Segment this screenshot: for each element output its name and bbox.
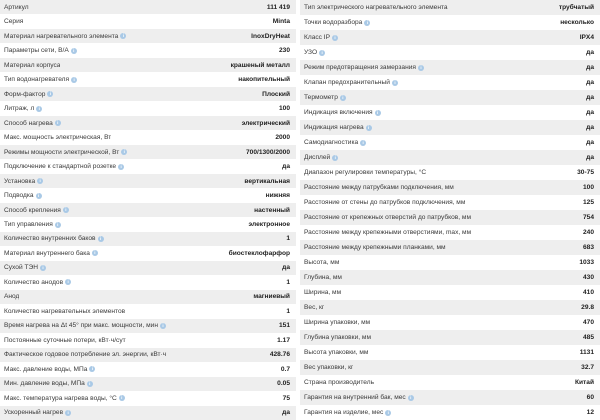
spec-value: 1.17 — [277, 336, 290, 344]
info-icon[interactable]: i — [36, 193, 42, 199]
info-icon[interactable]: i — [392, 80, 398, 86]
spec-value: 230 — [278, 47, 290, 55]
spec-label-text: Постоянные суточные потери, кВт·ч/сут — [4, 336, 126, 344]
spec-row — [0, 101, 296, 115]
spec-row — [300, 180, 600, 195]
spec-value: 1131 — [579, 349, 594, 356]
spec-label-text: Вес, кг — [304, 304, 325, 311]
spec-label — [4, 4, 29, 11]
spec-value: да — [586, 124, 594, 131]
spec-label-text: Страна производитель — [304, 379, 375, 386]
spec-value: вертикальная — [244, 177, 290, 185]
spec-label-text: Подключение к стандартной розетке — [4, 163, 117, 171]
spec-row — [0, 130, 296, 144]
spec-label — [304, 139, 366, 146]
spec-row — [0, 333, 296, 347]
spec-label — [304, 79, 398, 86]
spec-row — [0, 14, 296, 28]
spec-row — [300, 360, 600, 375]
spec-row — [0, 203, 296, 217]
spec-row — [0, 362, 296, 376]
info-icon[interactable]: i — [121, 149, 127, 155]
spec-value: Minta — [272, 18, 290, 26]
spec-row — [300, 210, 600, 225]
info-icon[interactable]: i — [89, 366, 95, 372]
info-icon[interactable]: i — [319, 50, 325, 56]
spec-label-text: Макс. температура нагрева воды, °C — [4, 394, 117, 402]
spec-value: электронное — [248, 221, 290, 228]
spec-label-text: Параметры сети, В/А — [4, 47, 69, 55]
info-icon[interactable]: i — [340, 95, 346, 101]
spec-label — [4, 91, 53, 98]
spec-value: 75 — [282, 394, 290, 402]
spec-label-text: Ширина, мм — [304, 289, 342, 296]
info-icon[interactable]: i — [36, 106, 42, 112]
spec-row — [300, 45, 600, 60]
spec-value: да — [586, 109, 594, 116]
spec-label — [4, 250, 98, 257]
spec-label-text: Дисплей — [304, 154, 331, 161]
spec-label-text: Расстояние между патрубками подключения, мм — [304, 184, 454, 191]
spec-label — [4, 337, 126, 344]
info-icon[interactable]: i — [120, 33, 126, 39]
spec-label — [4, 18, 23, 25]
spec-value: IPX4 — [579, 34, 594, 41]
spec-label-text: Глубина, мм — [304, 274, 342, 281]
spec-label — [304, 259, 339, 266]
spec-label-text: Вес упаковки, кг — [304, 364, 354, 371]
spec-label — [4, 395, 125, 402]
spec-row — [300, 165, 600, 180]
spec-value: 430 — [582, 274, 594, 281]
spec-label — [304, 214, 471, 221]
spec-value: 111 419 — [266, 3, 290, 11]
spec-value: 1 — [286, 278, 290, 286]
spec-row — [0, 406, 296, 420]
spec-row — [300, 270, 600, 285]
spec-row — [0, 0, 296, 14]
spec-row — [0, 304, 296, 318]
spec-label — [304, 304, 324, 311]
spec-row — [300, 330, 600, 345]
spec-row — [300, 405, 600, 420]
spec-value: Китай — [574, 379, 594, 386]
spec-row — [300, 345, 600, 360]
spec-row — [300, 390, 600, 405]
spec-value: 32.7 — [581, 364, 594, 371]
spec-label — [4, 264, 46, 271]
spec-value: да — [282, 264, 290, 272]
spec-label — [4, 293, 19, 300]
spec-label-text: Индикация включения — [304, 109, 373, 116]
spec-label-text: Установка — [4, 177, 36, 185]
spec-label — [304, 244, 446, 251]
spec-row — [300, 195, 600, 210]
spec-label-text: Тип управления — [4, 221, 53, 228]
spec-row — [300, 75, 600, 90]
spec-label-text: Режимы мощности электрической, Вт — [4, 148, 120, 156]
spec-label-text: Подводка — [4, 192, 34, 200]
spec-label-text: Материал корпуса — [4, 61, 61, 69]
spec-value: 1 — [286, 235, 290, 243]
spec-value: да — [586, 139, 594, 146]
spec-value: да — [586, 154, 594, 161]
spec-label-text: Расстояние между крепежными отверстиями, max, мм — [304, 229, 472, 236]
info-icon[interactable]: i — [364, 20, 370, 26]
spec-value: 700/1300/2000 — [245, 148, 290, 156]
spec-value: настенный — [254, 206, 290, 214]
info-icon[interactable]: i — [118, 164, 124, 170]
spec-label-text: Диапазон регулировки температуры, °C — [304, 169, 427, 176]
spec-label-text: Гарантия на внутренний бак, мес — [304, 394, 406, 401]
spec-value: 683 — [582, 244, 594, 251]
spec-row — [0, 43, 296, 57]
spec-row — [0, 217, 296, 231]
spec-label — [304, 4, 448, 11]
spec-value: да — [282, 163, 290, 171]
spec-row — [300, 150, 600, 165]
spec-label-text: Индикация нагрева — [304, 124, 364, 131]
spec-label-text: Мин. давление воды, МПа — [4, 380, 85, 388]
spec-row — [300, 240, 600, 255]
spec-row — [0, 261, 296, 275]
spec-label — [304, 124, 372, 131]
spec-label-text: Точки водоразбора — [304, 19, 363, 26]
spec-label-text: УЗО — [304, 49, 318, 56]
spec-value: 428.76 — [269, 351, 290, 359]
spec-label — [304, 394, 414, 401]
spec-label-text: Тип электрического нагревательного элемента — [304, 4, 448, 11]
spec-value: трубчатый — [558, 4, 594, 11]
spec-label-text: Способ крепления — [4, 206, 61, 214]
info-icon[interactable]: i — [375, 110, 381, 116]
spec-label-text: Способ нагрева — [4, 119, 53, 127]
spec-label-text: Время нагрева на Δt 45° при макс. мощности, мин — [4, 322, 158, 330]
info-icon[interactable]: i — [65, 279, 71, 285]
spec-label — [4, 235, 104, 242]
spec-label-text: Самодиагностика — [304, 139, 359, 146]
spec-row — [300, 375, 600, 390]
spec-label-text: Количество нагревательных элементов — [4, 307, 126, 315]
spec-label-text: Ширина упаковки, мм — [304, 319, 371, 326]
spec-row — [300, 105, 600, 120]
spec-row — [0, 377, 296, 391]
info-icon[interactable]: i — [332, 155, 338, 161]
spec-label — [304, 319, 370, 326]
spec-row — [0, 159, 296, 173]
spec-label — [4, 221, 61, 228]
info-icon[interactable]: i — [366, 125, 372, 131]
spec-value: электрический — [241, 119, 290, 127]
spec-label — [304, 49, 325, 56]
spec-row — [300, 15, 600, 30]
spec-row — [0, 116, 296, 130]
spec-label-text: Анод — [4, 293, 20, 301]
info-icon[interactable]: i — [360, 140, 366, 146]
spec-label — [4, 322, 166, 329]
spec-row — [0, 319, 296, 333]
spec-row — [300, 30, 600, 45]
spec-label — [304, 94, 346, 101]
spec-label — [4, 409, 71, 416]
spec-label-text: Материал внутреннего бака — [4, 249, 90, 257]
spec-value: да — [586, 94, 594, 101]
spec-value: Плоский — [262, 90, 290, 98]
spec-label-text: Высота упаковки, мм — [304, 349, 369, 356]
spec-label — [304, 289, 341, 296]
info-icon[interactable]: i — [160, 323, 166, 329]
spec-row — [0, 58, 296, 72]
spec-label — [304, 274, 342, 281]
spec-label — [4, 149, 127, 156]
spec-label-text: Сухой ТЭН — [4, 264, 38, 272]
info-icon[interactable]: i — [385, 410, 391, 416]
spec-row — [0, 246, 296, 260]
spec-value: несколько — [560, 19, 594, 26]
spec-value: магниевый — [253, 293, 290, 301]
info-icon[interactable]: i — [408, 395, 414, 401]
spec-value: биостеклофарфор — [228, 249, 290, 257]
spec-label-text: Клапан предохранительный — [304, 79, 390, 86]
spec-label — [304, 364, 353, 371]
spec-label-text: Материал нагревательного элемента — [4, 32, 119, 40]
spec-value: 240 — [582, 229, 594, 236]
spec-row — [300, 315, 600, 330]
spec-label-text: Расстояние от крепежных отверстий до патрубков, мм — [304, 214, 472, 221]
spec-label — [4, 178, 43, 185]
spec-value: да — [586, 79, 594, 86]
info-icon[interactable]: i — [40, 265, 46, 271]
spec-row — [300, 225, 600, 240]
info-icon[interactable]: i — [71, 48, 77, 54]
spec-label — [304, 334, 371, 341]
spec-value: 151 — [278, 322, 290, 330]
spec-label-text: Макс. давление воды, МПа — [4, 365, 88, 373]
spec-value: 100 — [278, 105, 290, 113]
spec-label — [4, 279, 71, 286]
spec-value: 60 — [586, 394, 594, 401]
spec-label-text: Класс IP — [304, 34, 331, 41]
info-icon[interactable]: i — [332, 35, 338, 41]
spec-value: 0.7 — [280, 365, 290, 373]
spec-label — [4, 192, 42, 199]
spec-label-text: Ускоренный нагрев — [4, 409, 64, 417]
info-icon[interactable]: i — [418, 65, 424, 71]
spec-label — [304, 169, 426, 176]
spec-label — [4, 105, 42, 112]
spec-value: 30-75 — [577, 169, 594, 176]
spec-label-text: Режим предотвращения замерзания — [304, 64, 416, 71]
info-icon[interactable]: i — [71, 77, 77, 83]
spec-label-text: Глубина упаковки, мм — [304, 334, 371, 341]
spec-label-text: Серия — [4, 18, 24, 26]
spec-value: 485 — [582, 334, 594, 341]
spec-row — [0, 232, 296, 246]
spec-label-text: Макс. мощность электрическая, Вт — [4, 134, 112, 142]
spec-label-text: Расстояние от стены до патрубков подключения, мм — [304, 199, 466, 206]
spec-value: да — [586, 64, 594, 71]
spec-label — [304, 184, 454, 191]
spec-label — [304, 199, 465, 206]
spec-value: 2000 — [275, 134, 290, 142]
spec-label — [304, 409, 391, 416]
spec-value: 0.05 — [277, 380, 290, 388]
spec-row — [0, 72, 296, 86]
spec-row — [300, 90, 600, 105]
info-icon[interactable]: i — [55, 120, 61, 126]
spec-value: InoxDryHeat — [251, 32, 290, 40]
spec-label — [304, 34, 338, 41]
spec-row — [300, 60, 600, 75]
spec-value: да — [586, 49, 594, 56]
spec-value: да — [282, 409, 290, 417]
spec-row — [0, 391, 296, 405]
info-icon[interactable]: i — [65, 410, 71, 416]
specs-column-left — [0, 0, 296, 420]
spec-label — [4, 308, 125, 315]
spec-label-text: Артикул — [4, 3, 29, 11]
spec-label-text: Высота, мм — [304, 259, 340, 266]
spec-label — [4, 163, 124, 170]
spec-value: крашеный металл — [230, 61, 290, 69]
spec-label — [304, 64, 424, 71]
spec-row — [0, 188, 296, 202]
spec-row — [0, 275, 296, 289]
spec-label-text: Количество внутренних баков — [4, 235, 96, 243]
spec-value: 100 — [582, 184, 594, 191]
spec-label — [4, 62, 60, 69]
spec-value: 29.8 — [581, 304, 594, 311]
spec-label-text: Количество анодов — [4, 278, 64, 286]
spec-value: 754 — [582, 214, 594, 221]
spec-row — [300, 300, 600, 315]
spec-label — [304, 19, 370, 26]
spec-label-text: Форм-фактор — [4, 90, 46, 98]
spec-row — [0, 348, 296, 362]
spec-label — [304, 229, 471, 236]
info-icon[interactable]: i — [98, 236, 104, 242]
spec-label-text: Фактическое годовое потребление эл. энергии, кВт·ч — [4, 351, 167, 359]
spec-label — [4, 207, 69, 214]
spec-label — [4, 366, 95, 373]
spec-row — [0, 290, 296, 304]
spec-label-text: Термометр — [304, 94, 338, 101]
spec-value: 12 — [586, 409, 594, 416]
spec-label — [4, 380, 93, 387]
spec-label — [304, 349, 368, 356]
spec-label-text: Гарантия на изделие, мес — [304, 409, 384, 416]
spec-value: накопительный — [238, 76, 290, 84]
info-icon[interactable]: i — [119, 395, 125, 401]
spec-value: нижняя — [265, 192, 290, 200]
spec-label — [4, 134, 111, 141]
spec-label — [4, 33, 126, 40]
spec-value: 410 — [582, 289, 594, 296]
spec-row — [300, 120, 600, 135]
info-icon[interactable]: i — [55, 222, 61, 228]
spec-label — [4, 120, 61, 127]
spec-row — [0, 29, 296, 43]
spec-value: 1 — [286, 307, 290, 315]
spec-label — [4, 76, 77, 83]
spec-label-text: Тип водонагревателя — [4, 76, 70, 84]
spec-value: 1033 — [579, 259, 594, 266]
spec-label — [304, 154, 338, 161]
info-icon[interactable]: i — [92, 250, 98, 256]
spec-row — [0, 174, 296, 188]
spec-label — [304, 109, 381, 116]
specs-column-right — [300, 0, 600, 420]
spec-label-text: Расстояние между крепежными планками, мм — [304, 244, 446, 251]
info-icon[interactable]: i — [47, 91, 53, 97]
info-icon[interactable]: i — [37, 178, 43, 184]
info-icon[interactable]: i — [87, 381, 93, 387]
spec-value: 470 — [582, 319, 594, 326]
spec-label — [304, 379, 374, 386]
spec-label — [4, 351, 166, 358]
spec-label — [4, 47, 77, 54]
spec-row — [300, 0, 600, 15]
info-icon[interactable]: i — [63, 207, 69, 213]
spec-label-text: Литраж, л — [4, 105, 35, 113]
spec-row — [300, 255, 600, 270]
spec-row — [0, 87, 296, 101]
spec-row — [0, 145, 296, 159]
spec-row — [300, 285, 600, 300]
spec-row — [300, 135, 600, 150]
spec-value: 125 — [582, 199, 594, 206]
